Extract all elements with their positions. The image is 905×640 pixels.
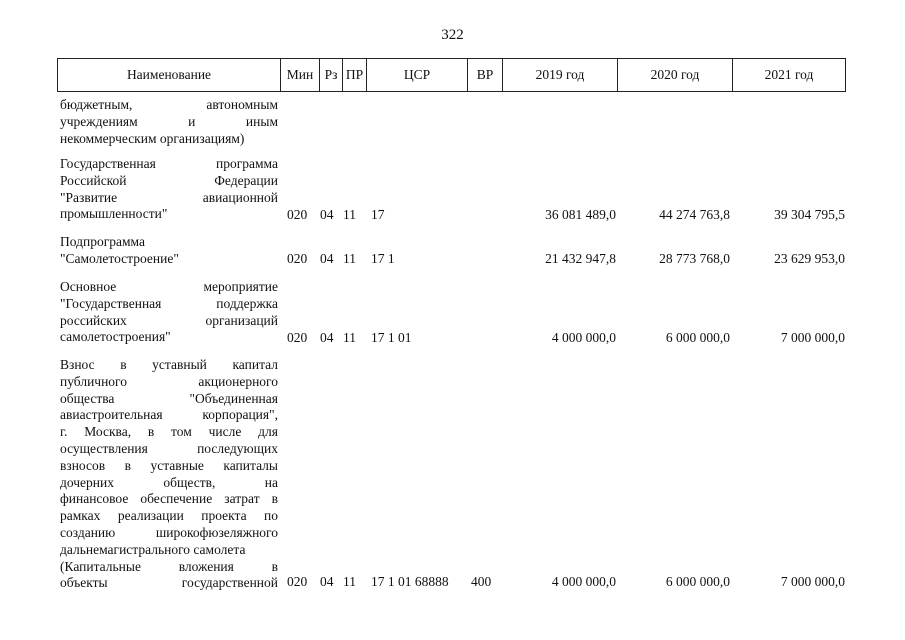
name-line: г. Москва, в том числе для xyxy=(60,424,278,440)
header-name: Наименование xyxy=(126,67,212,82)
header-2019: 2019 год xyxy=(502,59,617,91)
table-row-name xyxy=(60,97,278,147)
name-line: авиастроительная корпорация", xyxy=(60,407,278,423)
header-min: Мин xyxy=(280,59,319,91)
name-line: осуществления последующих xyxy=(60,440,278,456)
cell-2019: 4 000 000,0 xyxy=(551,330,616,345)
name-line: Российской Федерации xyxy=(60,172,278,188)
cell-pr: 11 xyxy=(343,207,356,222)
cell-vr: 400 xyxy=(471,574,492,589)
cell-2021: 23 629 953,0 xyxy=(774,251,845,266)
cell-2021: 39 304 795,5 xyxy=(774,207,845,222)
header-rz: Рз xyxy=(319,59,342,91)
cell-csr: 17 1 01 68888 xyxy=(371,574,449,589)
name-line: общества "Объединенная xyxy=(60,390,278,406)
cell-rz: 04 xyxy=(320,207,334,222)
cell-rz: 04 xyxy=(320,330,334,345)
page-number: 322 xyxy=(441,27,464,43)
name-line: некоммерческим организациям) xyxy=(60,130,245,146)
name-line: публичного акционерного xyxy=(60,373,278,389)
cell-2020: 44 274 763,8 xyxy=(659,207,730,222)
cell-2020: 6 000 000,0 xyxy=(665,330,730,345)
cell-2019: 36 081 489,0 xyxy=(545,207,616,222)
cell-pr: 11 xyxy=(343,330,356,345)
name-line: взносов в уставные капиталы xyxy=(60,457,278,473)
name-line: "Развитие авиационной xyxy=(60,189,278,205)
cell-csr: 17 xyxy=(371,207,385,222)
header-vr: ВР xyxy=(467,59,502,91)
cell-csr: 17 1 xyxy=(371,251,395,266)
name-line: российских организаций xyxy=(60,312,278,328)
cell-2021: 7 000 000,0 xyxy=(780,330,845,345)
table-row-name xyxy=(60,156,278,223)
name-line: Взнос в уставный капитал xyxy=(60,357,278,372)
name-line: промышленности" xyxy=(60,206,168,222)
name-line: Подпрограмма xyxy=(60,234,145,249)
name-line: (Капитальные вложения в xyxy=(60,558,278,574)
cell-2019: 4 000 000,0 xyxy=(551,574,616,589)
name-line: Государственная программа xyxy=(60,156,278,171)
table-header xyxy=(57,58,846,92)
name-line: бюджетным, автономным xyxy=(60,97,278,112)
name-line: самолетостроения" xyxy=(60,329,171,345)
name-line: созданию широкофюзеляжного xyxy=(60,524,278,540)
cell-rz: 04 xyxy=(320,251,334,266)
cell-min: 020 xyxy=(287,251,308,266)
cell-rz: 04 xyxy=(320,574,334,589)
cell-min: 020 xyxy=(287,574,308,589)
name-line: дочерних обществ, на xyxy=(60,474,278,490)
cell-2019: 21 432 947,8 xyxy=(545,251,616,266)
header-2021: 2021 год xyxy=(732,59,845,91)
name-line: "Самолетостроение" xyxy=(60,250,179,266)
name-line: рамках реализации проекта по xyxy=(60,508,278,524)
header-csr: ЦСР xyxy=(366,59,467,91)
cell-pr: 11 xyxy=(343,574,356,589)
name-line: объекты государственной xyxy=(60,575,278,591)
table-row-name xyxy=(60,357,278,592)
cell-csr: 17 1 01 xyxy=(371,330,412,345)
name-line: дальнемагистрального самолета xyxy=(60,541,246,557)
name-line: учреждениям и иным xyxy=(60,113,278,129)
cell-min: 020 xyxy=(287,207,308,222)
cell-min: 020 xyxy=(287,330,308,345)
cell-2020: 6 000 000,0 xyxy=(665,574,730,589)
header-pr: ПР xyxy=(342,59,366,91)
header-2020: 2020 год xyxy=(617,59,732,91)
cell-2021: 7 000 000,0 xyxy=(780,574,845,589)
name-line: "Государственная поддержка xyxy=(60,295,278,311)
table-row-name xyxy=(60,234,278,268)
table-row-name xyxy=(60,279,278,346)
cell-pr: 11 xyxy=(343,251,356,266)
cell-2020: 28 773 768,0 xyxy=(659,251,730,266)
name-line: Основное мероприятие xyxy=(60,279,278,294)
name-line: финансовое обеспечение затрат в xyxy=(60,491,278,507)
